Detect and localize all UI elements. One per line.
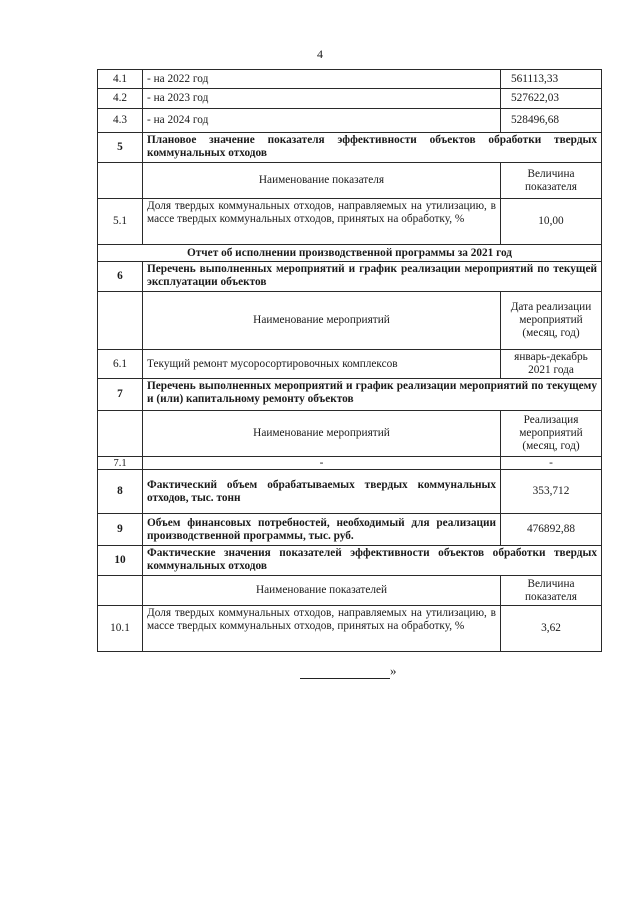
row-number: 10.1 — [97, 605, 143, 652]
row-value: 527622,03 — [500, 88, 602, 109]
section-title: Фактические значения показателей эффективности объектов обработки твердых коммунальных отходов — [142, 545, 602, 576]
page-number: 4 — [317, 47, 323, 61]
row-value: январь-декабрь 2021 года — [500, 349, 602, 379]
section-title: Перечень выполненных мероприятий и график реализации мероприятий по текущему и (или) капитальному ремонту объектов — [142, 378, 602, 411]
section-value: 476892,88 — [500, 513, 602, 546]
row-value: 528496,68 — [500, 108, 602, 133]
closing-line — [300, 663, 410, 679]
section-value: 353,712 — [500, 469, 602, 514]
column-header-name: Наименование мероприятий — [142, 291, 501, 350]
column-header-date: Реализация мероприятий (месяц, год) — [500, 410, 602, 457]
row-number: 7.1 — [97, 456, 143, 470]
section-number: 9 — [97, 513, 143, 546]
column-header-name: Наименование показателей — [142, 575, 501, 606]
row-number: 4.3 — [97, 108, 143, 133]
closing-quote: » — [390, 663, 397, 678]
section-title: Перечень выполненных мероприятий и график реализации мероприятий по текущей эксплуатации объектов — [142, 261, 602, 292]
signature-underline — [300, 668, 390, 679]
section-number: 8 — [97, 469, 143, 514]
row-label: - на 2024 год — [142, 108, 501, 133]
section-number: 5 — [97, 132, 143, 163]
row-value: 3,62 — [500, 605, 602, 652]
report-header: Отчет об исполнении производственной программы за 2021 год — [97, 244, 602, 262]
section-number: 6 — [97, 261, 143, 292]
empty-cell — [97, 575, 143, 606]
row-label: Доля твердых коммунальных отходов, направляемых на утилизацию, в массе твердых коммунальных отходов, принятых на обработку, % — [142, 605, 501, 652]
row-label: - — [142, 456, 501, 470]
empty-cell — [97, 291, 143, 350]
column-header-value: Величина показателя — [500, 575, 602, 606]
row-label: Доля твердых коммунальных отходов, направляемых на утилизацию, в массе твердых коммунальных отходов, принятых на обработку, % — [142, 198, 501, 245]
column-header-name: Наименование мероприятий — [142, 410, 501, 457]
section-label: Объем финансовых потребностей, необходимый для реализации производственной программы, тыс. руб. — [142, 513, 501, 546]
section-title: Плановое значение показателя эффективности объектов обработки твердых коммунальных отходов — [142, 132, 602, 163]
row-value: - — [500, 456, 602, 470]
section-number: 10 — [97, 545, 143, 576]
row-number: 4.2 — [97, 88, 143, 109]
column-header-name: Наименование показателя — [142, 162, 501, 199]
section-number: 7 — [97, 378, 143, 411]
row-value: 561113,33 — [500, 69, 602, 89]
row-number: 4.1 — [97, 69, 143, 89]
empty-cell — [97, 410, 143, 457]
row-number: 6.1 — [97, 349, 143, 379]
row-label: Текущий ремонт мусоросортировочных комплексов — [142, 349, 501, 379]
row-label: - на 2023 год — [142, 88, 501, 109]
row-label: - на 2022 год — [142, 69, 501, 89]
column-header-value: Величина показателя — [500, 162, 602, 199]
row-number: 5.1 — [97, 198, 143, 245]
row-value: 10,00 — [500, 198, 602, 245]
column-header-date: Дата реализации мероприятий (месяц, год) — [500, 291, 602, 350]
section-label: Фактический объем обрабатываемых твердых коммунальных отходов, тыс. тонн — [142, 469, 501, 514]
empty-cell — [97, 162, 143, 199]
